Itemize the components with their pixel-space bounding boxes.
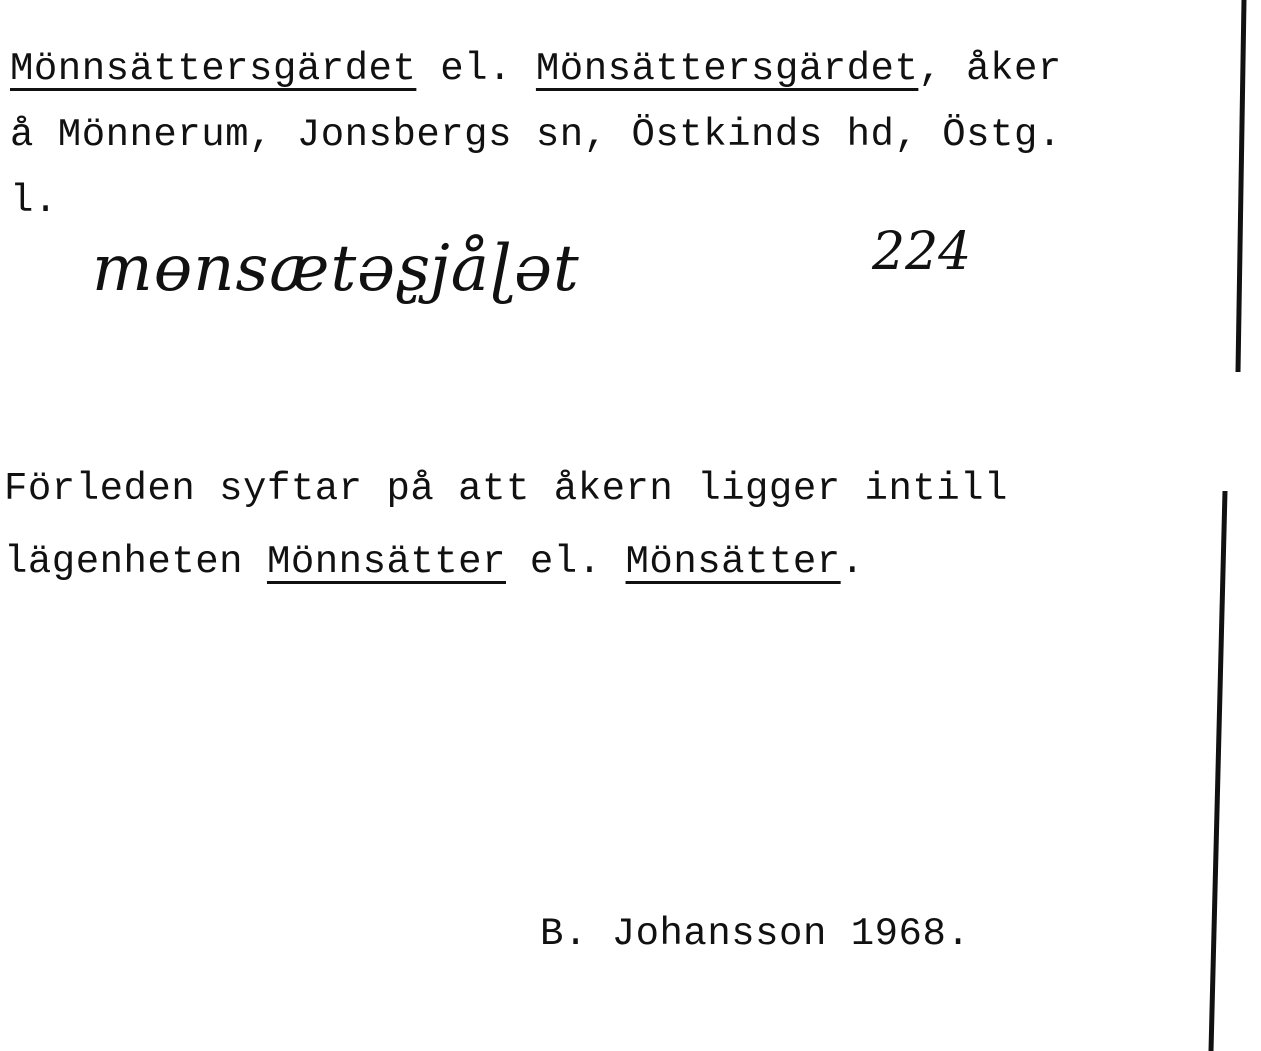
place-name-primary: Mönnsätter (266, 540, 506, 584)
entry-line-1-tail: , åker (918, 47, 1062, 91)
headword-primary: Mönnsättersgärdet (10, 47, 417, 91)
signature-line: B. Johansson 1968. (540, 912, 971, 956)
comment-line-1: Förleden syftar på att åkern ligger intill (4, 467, 1008, 511)
comment-line-2-period: . (840, 540, 865, 584)
handwritten-phonetic: mɵnsætəʂjåɭət (92, 232, 580, 306)
card-edge-upper (1230, 0, 1250, 372)
comment-line-2 (4, 540, 865, 584)
comment-line-2-lead: lägenheten (4, 540, 267, 584)
card-edge-lower (1200, 491, 1230, 1051)
place-name-variant: Mönsätter (625, 540, 841, 584)
entry-line-3: l. (10, 179, 58, 223)
conjunction: el. (506, 540, 626, 584)
conjunction: el. (416, 47, 536, 91)
entry-line-2: å Mönnerum, Jonsbergs sn, Östkinds hd, Östg. (10, 113, 1062, 157)
headword-variant: Mönsättersgärdet (535, 47, 919, 91)
handwritten-number: 224 (872, 222, 972, 282)
entry-line-1 (10, 47, 1062, 91)
